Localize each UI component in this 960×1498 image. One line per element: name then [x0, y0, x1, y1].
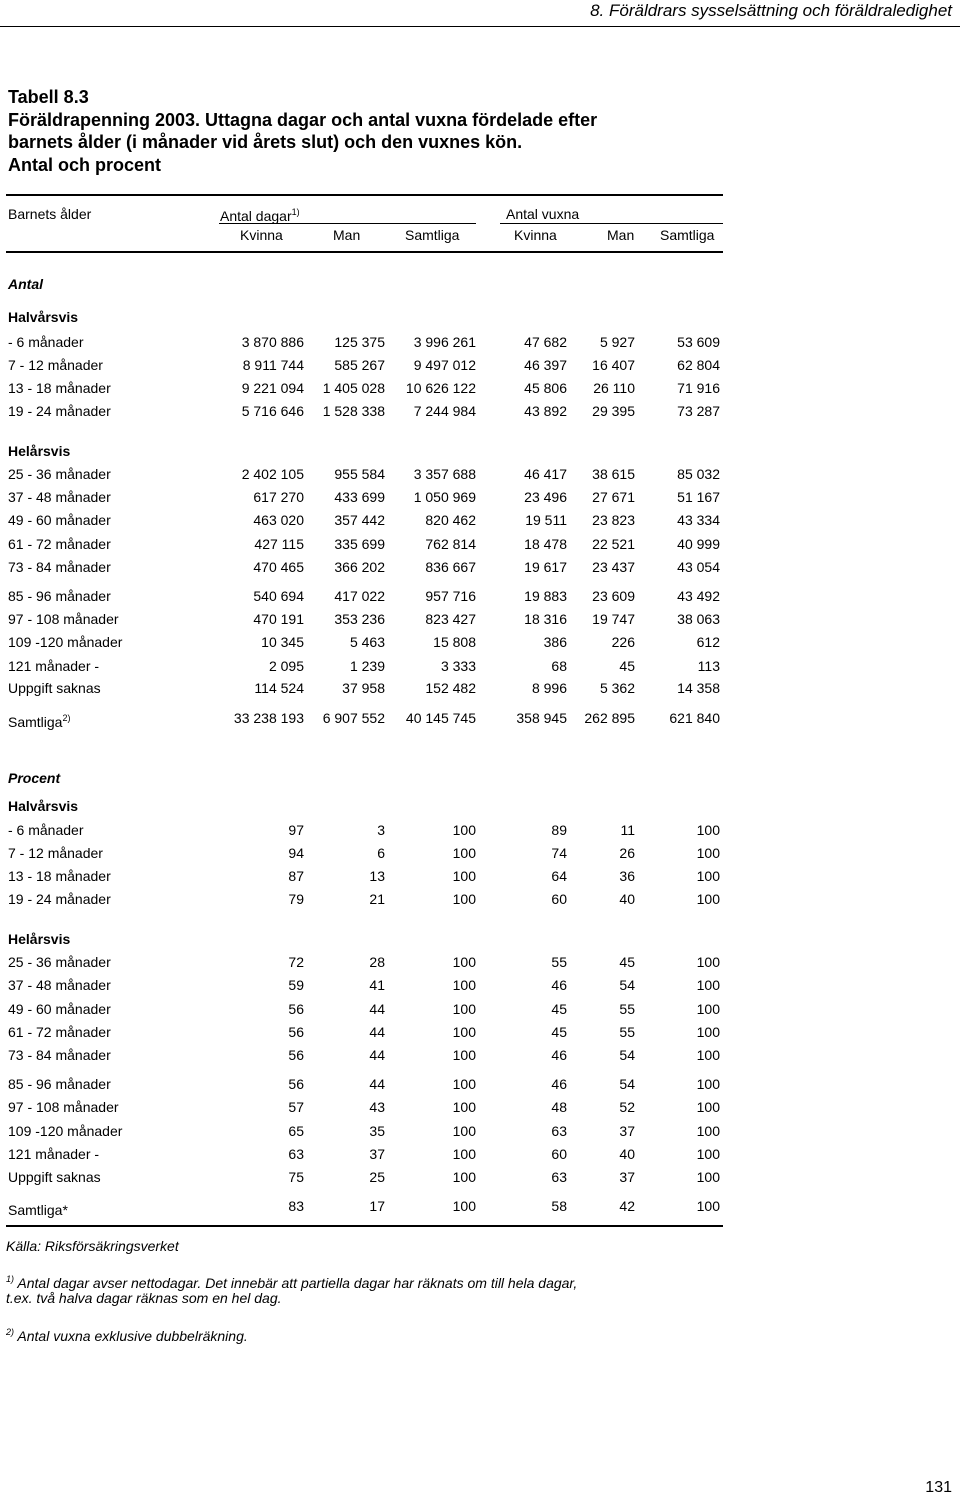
header-bottom-rule [6, 251, 723, 253]
table-cell: 100 [696, 868, 720, 884]
footnote-marker: 1) [291, 207, 300, 217]
table-top-rule [6, 194, 723, 196]
table-cell: 19 617 [524, 559, 567, 575]
table-cell: 45 [619, 954, 635, 970]
table-cell: 10 345 [261, 634, 304, 650]
table-cell: 74 [551, 845, 567, 861]
table-cell: 5 927 [599, 334, 635, 350]
row-label: 25 - 36 månader [8, 954, 111, 970]
table-cell: 62 804 [677, 357, 720, 373]
table-cell: 100 [452, 1047, 476, 1063]
total-label-text: Samtliga [8, 714, 63, 730]
table-cell: 100 [696, 1169, 720, 1185]
column-header: Kvinna [514, 227, 557, 243]
table-cell: 113 [697, 658, 720, 674]
table-cell: 100 [696, 822, 720, 838]
table-cell: 36 [619, 868, 635, 884]
table-cell: 100 [696, 1047, 720, 1063]
column-header: Samtliga [405, 227, 460, 243]
table-cell: 100 [452, 1001, 476, 1017]
table-cell: 100 [696, 1099, 720, 1115]
table-cell: 100 [696, 977, 720, 993]
title-line: barnets ålder (i månader vid årets slut) och den vuxnes kön. [8, 132, 523, 152]
table-cell: 56 [288, 1047, 304, 1063]
table-cell: 87 [288, 868, 304, 884]
group-title: Helårsvis [8, 443, 71, 459]
table-cell: 83 [288, 1198, 304, 1214]
table-cell: 6 907 552 [322, 710, 385, 726]
row-label: 7 - 12 månader [8, 357, 103, 373]
table-cell: 29 395 [592, 403, 635, 419]
table-cell: 1 239 [349, 658, 385, 674]
row-label: 109 -120 månader [8, 634, 123, 650]
table-cell: 386 [543, 634, 567, 650]
group-title: Halvårsvis [8, 309, 79, 325]
table-cell: 612 [696, 634, 720, 650]
table-cell: 100 [452, 954, 476, 970]
table-cell: 3 357 688 [413, 466, 476, 482]
table-cell: 60 [551, 891, 567, 907]
table-cell: 100 [452, 1123, 476, 1139]
row-label: 73 - 84 månader [8, 1047, 111, 1063]
table-cell: 41 [369, 977, 385, 993]
table-title [8, 86, 708, 176]
table-cell: 5 716 646 [241, 403, 304, 419]
table-cell: 5 362 [599, 680, 635, 696]
table-cell: 19 511 [525, 512, 567, 528]
table-cell: 540 694 [253, 588, 304, 604]
table-cell: 3 996 261 [413, 334, 476, 350]
total-label [8, 709, 70, 731]
table-cell: 46 [551, 1076, 567, 1092]
row-label: 49 - 60 månader [8, 1001, 111, 1017]
table-cell: 820 462 [425, 512, 476, 528]
table-cell: 48 [551, 1099, 567, 1115]
table-cell: 3 870 886 [241, 334, 304, 350]
table-cell: 433 699 [334, 489, 385, 505]
table-cell: 18 478 [524, 536, 567, 552]
table-cell: 53 609 [677, 334, 720, 350]
table-cell: 17 [369, 1198, 385, 1214]
table-cell: 37 [619, 1169, 635, 1185]
row-label: 49 - 60 månader [8, 512, 111, 528]
table-cell: 762 814 [425, 536, 476, 552]
title-line: Tabell 8.3 [8, 87, 89, 107]
table-cell: 100 [452, 1024, 476, 1040]
table-cell: 14 358 [677, 680, 720, 696]
table-cell: 358 945 [516, 710, 567, 726]
table-cell: 43 492 [677, 588, 720, 604]
table-cell: 114 524 [254, 680, 304, 696]
table-cell: 957 716 [425, 588, 476, 604]
row-label: 19 - 24 månader [8, 891, 111, 907]
table-cell: 71 916 [677, 380, 720, 396]
row-label: 61 - 72 månader [8, 1024, 111, 1040]
table-cell: 38 063 [677, 611, 720, 627]
table-cell: 18 316 [524, 611, 567, 627]
table-cell: 100 [696, 845, 720, 861]
section-title: Antal [8, 276, 43, 292]
title-line: Antal och procent [8, 154, 162, 175]
table-cell: 38 615 [592, 466, 635, 482]
table-cell: 100 [696, 1024, 720, 1040]
table-cell: 13 [369, 868, 385, 884]
row-label: Uppgift saknas [8, 680, 101, 696]
table-cell: 56 [288, 1076, 304, 1092]
row-header: Barnets ålder [8, 206, 92, 222]
table-cell: 9 221 094 [241, 380, 304, 396]
table-cell: 6 [377, 845, 385, 861]
table-cell: 21 [369, 891, 385, 907]
table-cell: 63 [551, 1123, 567, 1139]
table-cell: 54 [619, 1076, 635, 1092]
table-cell: 58 [551, 1198, 567, 1214]
table-cell: 357 442 [334, 512, 385, 528]
table-cell: 3 [377, 822, 385, 838]
table-cell: 470 465 [253, 559, 304, 575]
table-cell: 44 [369, 1076, 385, 1092]
table-cell: 43 [369, 1099, 385, 1115]
table-cell: 55 [619, 1001, 635, 1017]
table-cell: 45 [619, 658, 635, 674]
table-cell: 26 110 [593, 380, 635, 396]
table-cell: 54 [619, 1047, 635, 1063]
table-cell: 8 996 [531, 680, 567, 696]
row-label: 97 - 108 månader [8, 1099, 119, 1115]
table-cell: 43 334 [677, 512, 720, 528]
table-cell: 100 [452, 1198, 476, 1214]
table-cell: 68 [551, 658, 567, 674]
table-cell: 44 [369, 1047, 385, 1063]
source-note: Källa: Riksförsäkringsverket [6, 1238, 179, 1254]
row-label: 109 -120 månader [8, 1123, 123, 1139]
row-label: 7 - 12 månader [8, 845, 103, 861]
table-cell: 621 840 [669, 710, 720, 726]
table-cell: 1 528 338 [322, 403, 385, 419]
table-cell: 417 022 [334, 588, 385, 604]
footnote-text: Antal vuxna exklusive dubbelräkning. [17, 1328, 248, 1344]
table-cell: 100 [452, 1099, 476, 1115]
table-cell: 366 202 [334, 559, 385, 575]
row-label: 37 - 48 månader [8, 977, 111, 993]
table-cell: 617 270 [253, 489, 304, 505]
table-cell: 60 [551, 1146, 567, 1162]
table-cell: 100 [452, 845, 476, 861]
table-cell: 75 [288, 1169, 304, 1185]
table-cell: 27 671 [592, 489, 635, 505]
row-label: 85 - 96 månader [8, 588, 111, 604]
row-label: 97 - 108 månader [8, 611, 119, 627]
footnote-1-continued: t.ex. två halva dagar räknas som en hel dag. [6, 1290, 282, 1306]
row-label: 13 - 18 månader [8, 868, 111, 884]
column-header: Kvinna [240, 227, 283, 243]
row-label: 121 månader - [8, 1146, 100, 1162]
table-cell: 89 [551, 822, 567, 838]
table-cell: 23 823 [592, 512, 635, 528]
footnote-marker: 2) [62, 713, 71, 723]
group1-label: Antal dagar [220, 208, 292, 224]
table-cell: 100 [452, 891, 476, 907]
table-cell: 42 [619, 1198, 635, 1214]
table-cell: 44 [369, 1001, 385, 1017]
table-cell: 1 050 969 [413, 489, 476, 505]
table-cell: 10 626 122 [405, 380, 476, 396]
table-cell: 54 [619, 977, 635, 993]
table-cell: 64 [551, 868, 567, 884]
table-cell: 100 [696, 1146, 720, 1162]
table-cell: 25 [369, 1169, 385, 1185]
chapter-header: 8. Föräldrars sysselsättning och föräldraledighet [590, 1, 952, 20]
table-cell: 65 [288, 1123, 304, 1139]
table-cell: 52 [619, 1099, 635, 1115]
table-cell: 100 [696, 1198, 720, 1214]
table-cell: 59 [288, 977, 304, 993]
table-cell: 57 [288, 1099, 304, 1115]
table-cell: 585 267 [334, 357, 385, 373]
table-cell: 955 584 [334, 466, 385, 482]
table-cell: 79 [288, 891, 304, 907]
table-cell: 23 496 [524, 489, 567, 505]
row-label: - 6 månader [8, 822, 84, 838]
table-cell: 100 [452, 1146, 476, 1162]
table-cell: 11 [620, 822, 635, 838]
group-title: Helårsvis [8, 931, 71, 947]
table-cell: 40 [619, 1146, 635, 1162]
column-header: Man [333, 227, 361, 243]
table-cell: 2 402 105 [241, 466, 304, 482]
title-line: Föräldrapenning 2003. Uttagna dagar och antal vuxna fördelade efter [8, 109, 598, 130]
page-number: 131 [925, 1479, 952, 1496]
table-cell: 45 [551, 1024, 567, 1040]
table-cell: 85 032 [677, 466, 720, 482]
row-label: 37 - 48 månader [8, 489, 111, 505]
group2-header: Antal vuxna [506, 206, 580, 222]
column-header: Man [607, 227, 635, 243]
footnote-marker: 2) [6, 1327, 15, 1337]
table-cell: 46 [551, 1047, 567, 1063]
table-cell: 44 [369, 1024, 385, 1040]
table-cell: 47 682 [524, 334, 567, 350]
row-label: 121 månader - [8, 658, 100, 674]
table-cell: 100 [452, 868, 476, 884]
table-cell: 45 806 [524, 380, 567, 396]
table-cell: 19 883 [524, 588, 567, 604]
table-cell: 100 [452, 822, 476, 838]
row-label: 13 - 18 månader [8, 380, 111, 396]
table-cell: 26 [619, 845, 635, 861]
group-title: Halvårsvis [8, 798, 79, 814]
table-cell: 427 115 [254, 536, 304, 552]
table-cell: 43 892 [524, 403, 567, 419]
table-cell: 5 463 [349, 634, 385, 650]
table-cell: 37 [369, 1146, 385, 1162]
table-bottom-rule [6, 1225, 723, 1227]
table-cell: 100 [696, 1001, 720, 1017]
group2-underline [500, 223, 723, 224]
table-cell: 45 [551, 1001, 567, 1017]
table-cell: 40 [619, 891, 635, 907]
table-cell: 353 236 [334, 611, 385, 627]
total-label [8, 1197, 68, 1219]
table-cell: 836 667 [425, 559, 476, 575]
table-cell: 8 911 744 [242, 357, 304, 373]
table-cell: 37 958 [342, 680, 385, 696]
table-cell: 56 [288, 1024, 304, 1040]
table-cell: 125 375 [334, 334, 385, 350]
table-cell: 22 521 [592, 536, 635, 552]
row-label: 25 - 36 månader [8, 466, 111, 482]
table-cell: 7 244 984 [413, 403, 476, 419]
table-cell: 262 895 [584, 710, 635, 726]
table-cell: 40 999 [677, 536, 720, 552]
table-cell: 63 [288, 1146, 304, 1162]
table-cell: 226 [611, 634, 635, 650]
footnote-text: Antal dagar avser nettodagar. Det innebär att partiella dagar har räknats om till hela dagar, [17, 1275, 578, 1291]
table-cell: 100 [452, 977, 476, 993]
table-cell: 35 [369, 1123, 385, 1139]
table-cell: 63 [551, 1169, 567, 1185]
column-header: Samtliga [660, 227, 715, 243]
row-label: Uppgift saknas [8, 1169, 101, 1185]
table-cell: 40 145 745 [405, 710, 476, 726]
table-cell: 100 [696, 1076, 720, 1092]
table-cell: 51 167 [677, 489, 720, 505]
table-cell: 15 808 [433, 634, 476, 650]
table-cell: 100 [452, 1169, 476, 1185]
table-cell: 56 [288, 1001, 304, 1017]
table-cell: 152 482 [425, 680, 476, 696]
footnote-2 [6, 1323, 248, 1345]
group1-header [220, 203, 300, 225]
table-cell: 335 699 [334, 536, 385, 552]
row-label: - 6 månader [8, 334, 84, 350]
table-cell: 28 [369, 954, 385, 970]
row-label: 85 - 96 månader [8, 1076, 111, 1092]
table-cell: 37 [619, 1123, 635, 1139]
table-cell: 1 405 028 [322, 380, 385, 396]
header-rule [0, 26, 960, 27]
table-cell: 73 287 [677, 403, 720, 419]
total-label-text: Samtliga* [8, 1202, 68, 1218]
table-cell: 46 397 [524, 357, 567, 373]
table-cell: 9 497 012 [413, 357, 476, 373]
table-cell: 100 [696, 1123, 720, 1139]
table-cell: 94 [288, 845, 304, 861]
section-title: Procent [8, 770, 61, 786]
row-label: 73 - 84 månader [8, 559, 111, 575]
table-cell: 72 [288, 954, 304, 970]
table-cell: 19 747 [592, 611, 635, 627]
row-label: 19 - 24 månader [8, 403, 111, 419]
table-cell: 2 095 [268, 658, 304, 674]
table-cell: 55 [551, 954, 567, 970]
footnote-marker: 1) [6, 1274, 15, 1284]
table-cell: 46 417 [524, 466, 567, 482]
table-cell: 23 609 [592, 588, 635, 604]
table-cell: 55 [619, 1024, 635, 1040]
table-cell: 16 407 [592, 357, 635, 373]
table-cell: 100 [696, 954, 720, 970]
table-cell: 100 [452, 1076, 476, 1092]
table-cell: 470 191 [253, 611, 304, 627]
table-cell: 463 020 [253, 512, 304, 528]
table-cell: 97 [288, 822, 304, 838]
table-cell: 46 [551, 977, 567, 993]
table-cell: 823 427 [425, 611, 476, 627]
table-cell: 3 333 [440, 658, 476, 674]
table-cell: 23 437 [592, 559, 635, 575]
table-cell: 100 [696, 891, 720, 907]
table-cell: 33 238 193 [233, 710, 304, 726]
table-cell: 43 054 [677, 559, 720, 575]
row-label: 61 - 72 månader [8, 536, 111, 552]
